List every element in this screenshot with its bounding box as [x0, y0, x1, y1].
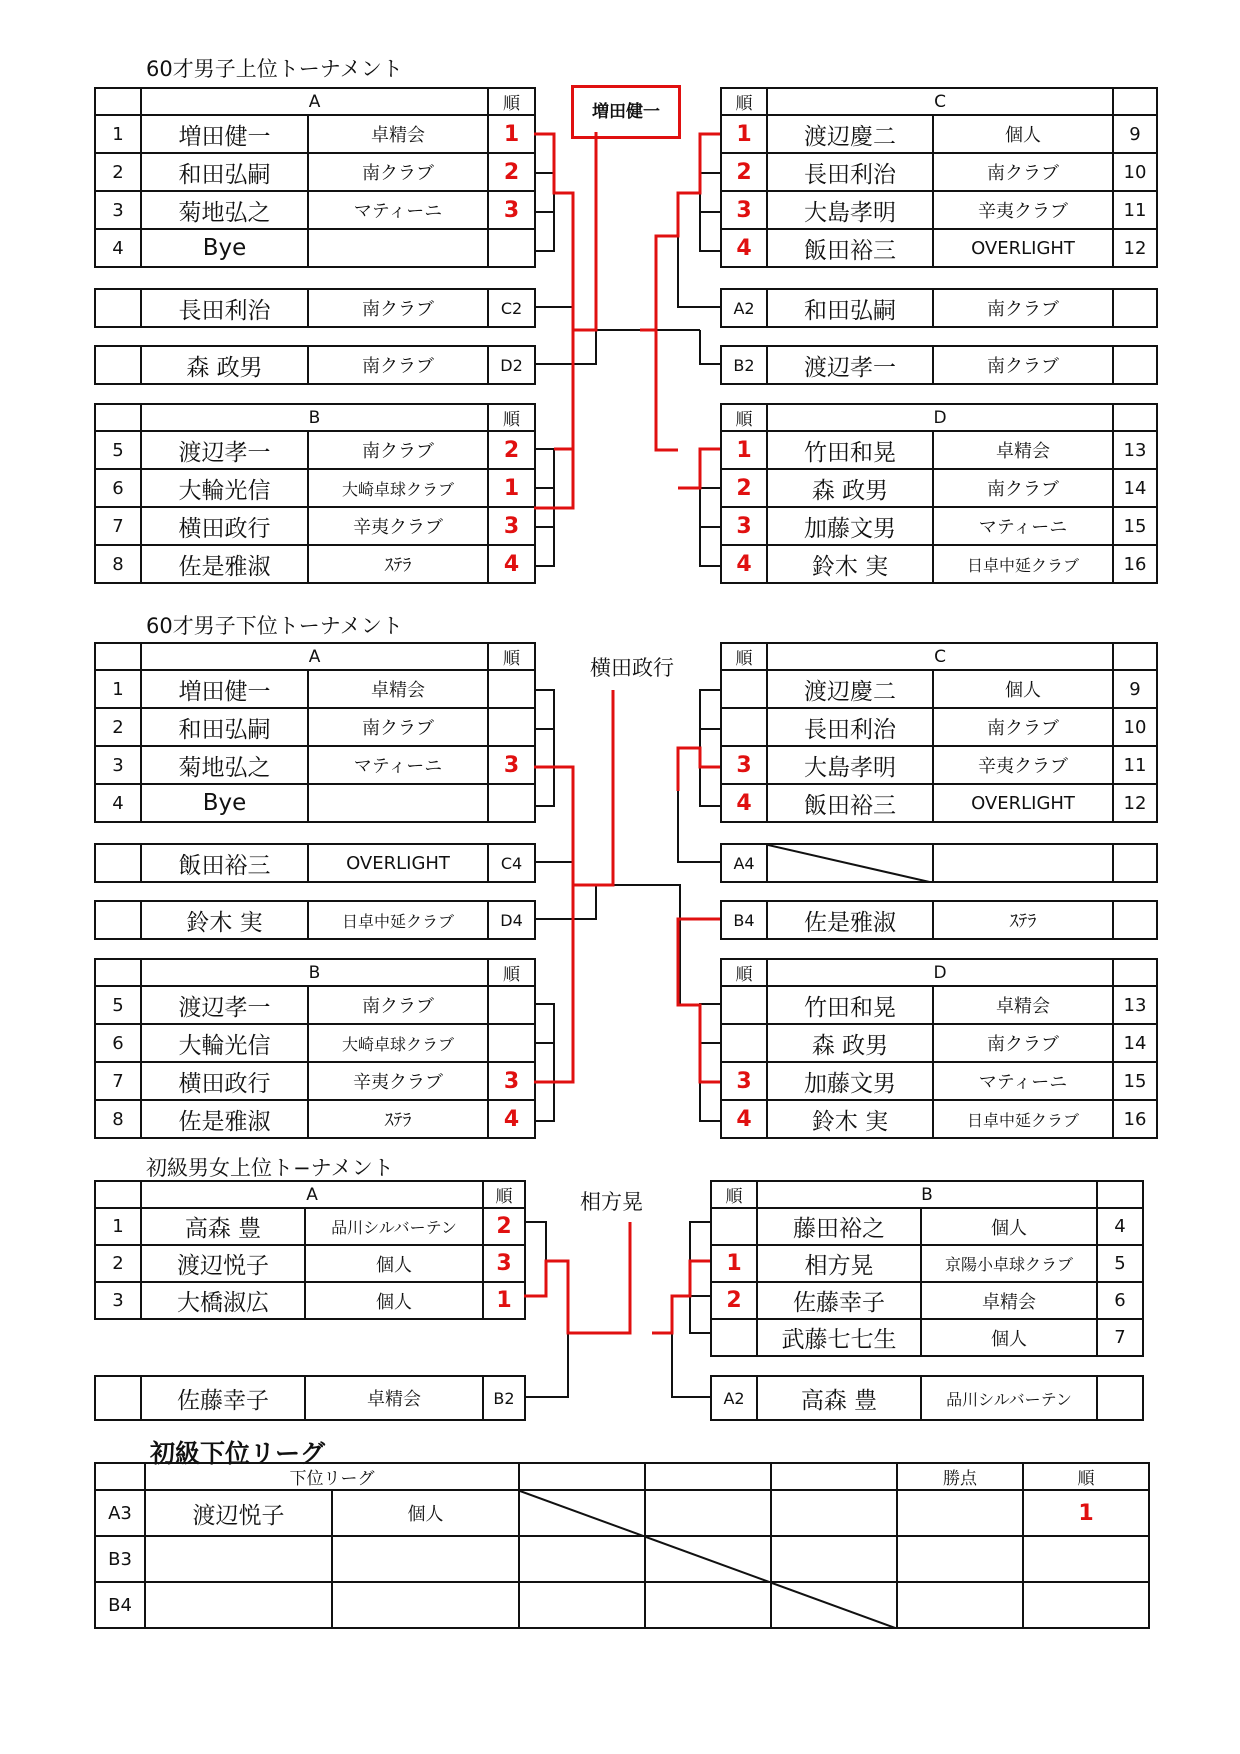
player-name: 渡辺慶二 [767, 670, 933, 708]
seed-tag: B4 [721, 901, 767, 939]
player-no: 1 [95, 670, 141, 708]
player-club: 品川シルバーテン [921, 1376, 1097, 1420]
player-name: 鈴木 実 [767, 545, 933, 583]
player-club: 辛夷クラブ [933, 746, 1113, 784]
points-header: 勝点 [897, 1463, 1023, 1490]
player-no: 6 [1097, 1282, 1143, 1319]
player-club: 南クラブ [308, 986, 488, 1024]
player-name: 飯田裕三 [141, 844, 308, 882]
player-rank: 4 [721, 229, 767, 267]
player-rank: 3 [488, 1062, 535, 1100]
player-no: 3 [95, 191, 141, 229]
player-name: 渡辺孝一 [767, 346, 933, 384]
group-header: B [757, 1181, 1097, 1208]
group-header: A [141, 88, 488, 115]
rank-header: 順 [721, 404, 767, 431]
player-rank: 2 [488, 153, 535, 191]
player-rank: 3 [488, 746, 535, 784]
seed-tag: C2 [488, 289, 535, 327]
group-header: C [767, 88, 1113, 115]
player-no: 4 [95, 229, 141, 267]
seed-tag: A2 [711, 1376, 757, 1420]
player-club: 南クラブ [308, 153, 488, 191]
player-name: 飯田裕三 [767, 784, 933, 822]
player-no: 6 [95, 469, 141, 507]
player-name: 森 政男 [767, 469, 933, 507]
player-name: 渡辺悦子 [145, 1490, 332, 1536]
player-no: 8 [95, 545, 141, 583]
player-name: 大輪光信 [141, 1024, 308, 1062]
player-no: 12 [1113, 784, 1157, 822]
player-name: 竹田和晃 [767, 986, 933, 1024]
player-no: 4 [95, 784, 141, 822]
league-tag: B4 [95, 1582, 145, 1628]
player-club: 南クラブ [933, 708, 1113, 746]
player-rank: 3 [721, 1062, 767, 1100]
player-name: Bye [141, 229, 308, 267]
player-club: 大崎卓球クラブ [308, 469, 488, 507]
player-name: 横田政行 [141, 1062, 308, 1100]
player-club: 卓精会 [308, 670, 488, 708]
player-club: 個人 [921, 1319, 1097, 1356]
player-club: 南クラブ [308, 289, 488, 327]
player-name: 森 政男 [141, 346, 308, 384]
player-no: 1 [95, 115, 141, 153]
player-rank: 2 [488, 431, 535, 469]
player-club: OVERLIGHT [933, 229, 1113, 267]
player-rank: 1 [721, 431, 767, 469]
seed-tag: B2 [483, 1376, 525, 1420]
player-club: 南クラブ [933, 289, 1113, 327]
s1-winner-box: 増田健一 [571, 85, 681, 139]
group-header: D [767, 959, 1113, 986]
s3-winner-label: 相方晃 [580, 1190, 643, 1214]
seed-tag: B2 [721, 346, 767, 384]
group-header: A [141, 643, 488, 670]
player-club: 南クラブ [308, 708, 488, 746]
player-club: 日卓中延クラブ [308, 901, 488, 939]
player-rank: 2 [721, 469, 767, 507]
player-club: 卓精会 [305, 1376, 483, 1420]
player-name: 佐是雅淑 [767, 901, 933, 939]
player-name: 竹田和晃 [767, 431, 933, 469]
rank-header: 順 [721, 643, 767, 670]
player-name: 加藤文男 [767, 507, 933, 545]
player-club: 辛夷クラブ [933, 191, 1113, 229]
rank-header: 順 [488, 959, 535, 986]
player-club: マティーニ [933, 507, 1113, 545]
player-name: 渡辺悦子 [141, 1245, 305, 1282]
player-club: 南クラブ [933, 346, 1113, 384]
player-name: 大島孝明 [767, 191, 933, 229]
player-name: 鈴木 実 [141, 901, 308, 939]
player-no: 6 [95, 1024, 141, 1062]
player-name: 渡辺孝一 [141, 431, 308, 469]
player-name: 相方晃 [757, 1245, 921, 1282]
player-rank: 2 [483, 1208, 525, 1245]
rank-header: 順 [488, 643, 535, 670]
player-no: 2 [95, 708, 141, 746]
league-header: 下位リーグ [145, 1463, 519, 1490]
player-rank: 1 [488, 469, 535, 507]
player-rank: 3 [488, 507, 535, 545]
player-rank: 1 [721, 115, 767, 153]
player-name: 藤田裕之 [757, 1208, 921, 1245]
player-club: 個人 [305, 1245, 483, 1282]
section-title-beginner-lower-league: 初級下位リーグ [150, 1439, 326, 1468]
player-name: 長田利治 [141, 289, 308, 327]
player-rank: 4 [721, 1100, 767, 1138]
player-no: 12 [1113, 229, 1157, 267]
player-rank: 4 [488, 545, 535, 583]
player-no: 3 [95, 746, 141, 784]
player-club: 大崎卓球クラブ [308, 1024, 488, 1062]
player-no: 15 [1113, 1062, 1157, 1100]
player-club: 南クラブ [933, 153, 1113, 191]
player-no: 3 [95, 1282, 141, 1319]
player-no: 1 [95, 1208, 141, 1245]
s2-winner-label: 横田政行 [590, 656, 674, 680]
player-name: 佐是雅淑 [141, 1100, 308, 1138]
player-club: 辛夷クラブ [308, 1062, 488, 1100]
player-name: 佐藤幸子 [141, 1376, 305, 1420]
player-club: 京陽小卓球クラブ [921, 1245, 1097, 1282]
rank-header: 順 [483, 1181, 525, 1208]
player-rank: 4 [488, 1100, 535, 1138]
player-rank: 2 [721, 153, 767, 191]
player-name: 渡辺慶二 [767, 115, 933, 153]
player-rank: 1 [488, 115, 535, 153]
player-name: 加藤文男 [767, 1062, 933, 1100]
seed-tag: C4 [488, 844, 535, 882]
player-name: 長田利治 [767, 153, 933, 191]
player-name: 飯田裕三 [767, 229, 933, 267]
player-no: 4 [1097, 1208, 1143, 1245]
player-club: マティーニ [308, 746, 488, 784]
player-club: 個人 [933, 670, 1113, 708]
player-no: 5 [95, 986, 141, 1024]
section-title-60-lower: 60才男子下位トーナメント [146, 614, 403, 638]
player-club: ｽﾃﾗ [308, 545, 488, 583]
group-header: A [141, 1181, 483, 1208]
rank-header: 順 [711, 1181, 757, 1208]
player-name: 大島孝明 [767, 746, 933, 784]
player-name: 高森 豊 [141, 1208, 305, 1245]
player-name: 和田弘嗣 [767, 289, 933, 327]
group-header: C [767, 643, 1113, 670]
player-club: 品川シルバーテン [305, 1208, 483, 1245]
player-name: 菊地弘之 [141, 746, 308, 784]
player-no: 14 [1113, 469, 1157, 507]
player-no: 10 [1113, 153, 1157, 191]
player-club: 日卓中延クラブ [933, 1100, 1113, 1138]
player-rank: 3 [721, 191, 767, 229]
player-no: 13 [1113, 431, 1157, 469]
player-no: 9 [1113, 670, 1157, 708]
player-no: 16 [1113, 1100, 1157, 1138]
player-rank: 2 [711, 1282, 757, 1319]
player-club: 卓精会 [933, 431, 1113, 469]
player-name: 増田健一 [141, 115, 308, 153]
player-no: 15 [1113, 507, 1157, 545]
seed-tag: A4 [721, 844, 767, 882]
player-no: 7 [95, 1062, 141, 1100]
player-name: 鈴木 実 [767, 1100, 933, 1138]
player-no: 5 [1097, 1245, 1143, 1282]
player-name: Bye [141, 784, 308, 822]
player-name: 和田弘嗣 [141, 153, 308, 191]
player-no: 2 [95, 1245, 141, 1282]
player-no: 8 [95, 1100, 141, 1138]
group-header: D [767, 404, 1113, 431]
player-club: 卓精会 [933, 986, 1113, 1024]
player-rank: 1 [1023, 1490, 1149, 1536]
player-name: 佐是雅淑 [141, 545, 308, 583]
player-rank: 4 [721, 545, 767, 583]
rank-header: 順 [721, 88, 767, 115]
player-rank: 4 [721, 784, 767, 822]
player-rank: 3 [483, 1245, 525, 1282]
player-name: 渡辺孝一 [141, 986, 308, 1024]
player-no: 16 [1113, 545, 1157, 583]
player-no: 2 [95, 153, 141, 191]
player-no: 11 [1113, 191, 1157, 229]
group-header: B [141, 959, 488, 986]
seed-tag: D2 [488, 346, 535, 384]
player-club: 南クラブ [933, 1024, 1113, 1062]
seed-tag: D4 [488, 901, 535, 939]
player-club: 個人 [332, 1490, 519, 1536]
player-club: 個人 [305, 1282, 483, 1319]
player-club: マティーニ [308, 191, 488, 229]
seed-tag: A2 [721, 289, 767, 327]
player-no: 7 [1097, 1319, 1143, 1356]
group-header: B [141, 404, 488, 431]
player-club: 辛夷クラブ [308, 507, 488, 545]
player-rank: 1 [711, 1245, 757, 1282]
player-name: 長田利治 [767, 708, 933, 746]
player-no: 14 [1113, 1024, 1157, 1062]
league-tag: B3 [95, 1536, 145, 1582]
player-club: 南クラブ [933, 469, 1113, 507]
player-club: 卓精会 [308, 115, 488, 153]
player-name: 佐藤幸子 [757, 1282, 921, 1319]
rank-header: 順 [1023, 1463, 1149, 1490]
player-name: 高森 豊 [757, 1376, 921, 1420]
league-tag: A3 [95, 1490, 145, 1536]
player-club: 日卓中延クラブ [933, 545, 1113, 583]
player-rank: 3 [721, 507, 767, 545]
player-name: 武藤七七生 [757, 1319, 921, 1356]
rank-header: 順 [488, 88, 535, 115]
player-no: 5 [95, 431, 141, 469]
player-name: 大橋淑広 [141, 1282, 305, 1319]
player-name: 菊地弘之 [141, 191, 308, 229]
player-club: 南クラブ [308, 431, 488, 469]
player-club: 卓精会 [921, 1282, 1097, 1319]
player-name: 和田弘嗣 [141, 708, 308, 746]
player-rank: 1 [483, 1282, 525, 1319]
player-no: 7 [95, 507, 141, 545]
player-no: 13 [1113, 986, 1157, 1024]
player-club: ｽﾃﾗ [308, 1100, 488, 1138]
player-name: 横田政行 [141, 507, 308, 545]
section-title-60-upper: 60才男子上位トーナメント [146, 57, 403, 81]
player-rank: 3 [721, 746, 767, 784]
player-club: 個人 [921, 1208, 1097, 1245]
section-title-beginner-upper: 初級男女上位ト−ナメント [146, 1156, 394, 1180]
player-name: 森 政男 [767, 1024, 933, 1062]
player-club: マティーニ [933, 1062, 1113, 1100]
player-name: 大輪光信 [141, 469, 308, 507]
player-club: 個人 [933, 115, 1113, 153]
rank-header: 順 [488, 404, 535, 431]
player-rank: 3 [488, 191, 535, 229]
player-no: 10 [1113, 708, 1157, 746]
rank-header: 順 [721, 959, 767, 986]
player-club: OVERLIGHT [308, 844, 488, 882]
player-name: 増田健一 [141, 670, 308, 708]
player-no: 9 [1113, 115, 1157, 153]
player-club: ｽﾃﾗ [933, 901, 1113, 939]
player-club: 南クラブ [308, 346, 488, 384]
player-no: 11 [1113, 746, 1157, 784]
player-club: OVERLIGHT [933, 784, 1113, 822]
